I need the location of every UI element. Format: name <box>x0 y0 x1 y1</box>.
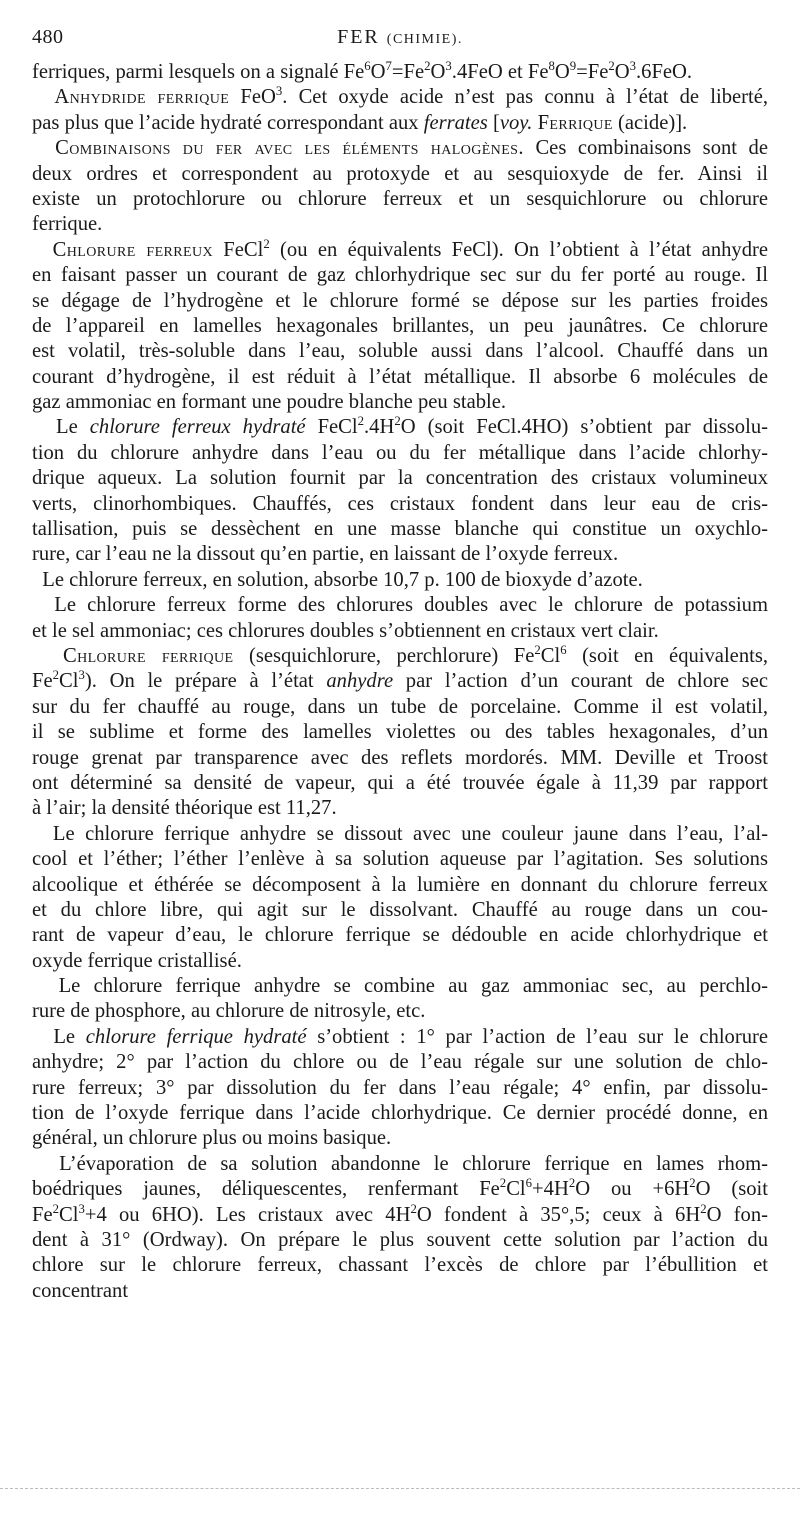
text-line: existe un protochlorure ou chlorure ferreux et un sesquichlorure ou chlorure <box>32 187 768 210</box>
text-line: et du chlore libre, qui agit sur le dissolvant. Chauffé au rouge dans un cou- <box>32 898 768 921</box>
text-line: Le chlorure ferrique anhydre se combine au gaz ammoniac sec, au perchlo- <box>32 975 768 998</box>
text-line: sur du fer chauffé au rouge, dans un tube de porcelaine. Comme il est volatil, <box>32 695 768 718</box>
text-line: oxyde ferrique cristallisé. <box>32 949 242 972</box>
text-line: Anhydride ferrique FeO$^3$. Cet oxyde acide n’est pas connu à l’état de liberté, <box>54 84 768 109</box>
text-line: Chlorure ferrique (sesquichlorure, perchlorure) Fe$^2$Cl$^6$ (soit en équivalents, <box>62 643 768 667</box>
text-line: dent à 31° (Ordway). On prépare le plus souvent cette solution par l’action du <box>32 1228 768 1251</box>
text-line: alcoolique et éthérée se décomposent à la lumière en donnant du chlorure ferreux <box>32 873 768 896</box>
text-line: général, un chlorure plus ou moins basique. <box>32 1127 392 1150</box>
running-title-main: FER <box>337 26 380 48</box>
text-line: Le chlorure ferreux, en solution, absorbe 10,7 p. 100 de bioxyde d’azote. <box>32 568 643 591</box>
text-line: ferriques, parmi lesquels on a signalé $Fe^6O^7=Fe^2O^3.4FeO$ et $Fe^8O^9=Fe^2O^3.6FeO$. <box>32 59 693 83</box>
text-line: Le chlorure ferreux hydraté $FeCl^2.4H^2O$ (soit FeCl.4HO) s’obtient par dissolu- <box>32 414 768 439</box>
text-line: rouge grenat par transparence avec des reflets mordorés. MM. Deville et Troost <box>32 746 768 769</box>
text-line: rure ferreux; 3° par dissolution du fer dans l’eau régale; 4° enfin, par dissolu- <box>32 1076 768 1099</box>
text-line: anhydre; 2° par l’action du chlore ou de l’eau régale sur une solution de chlo- <box>32 1051 768 1074</box>
text-line: à l’air; la densité théorique est 11,27. <box>32 797 337 820</box>
text-line: Fe$^2$Cl$^3$). On le prépare à l’état anhydre par l’action d’un courant de chlore sec <box>32 668 768 693</box>
text-line: tion du chlorure anhydre dans l’eau ou du fer métallique dans l’acide chlorhy- <box>32 441 768 464</box>
text-line: Le chlorure ferrique hydraté s’obtient : 1° par l’action de l’eau sur le chlorure <box>32 1025 768 1048</box>
page-number: 480 <box>32 26 64 48</box>
text-line: drique aqueux. La solution fournit par la concentration des cristaux volumineux <box>32 467 768 490</box>
text-line: est volatil, très-soluble dans l’eau, soluble aussi dans l’alcool. Chauffé dans un <box>32 340 768 363</box>
text-line: concentrant <box>32 1279 129 1302</box>
text-line: $Fe^2Cl^3+4$ ou 6HO). Les cristaux avec $4H^2O$ fondent à 35°,5; ceux à $6H^2O$ fon- <box>32 1201 768 1226</box>
footer-rule <box>0 1488 800 1489</box>
text-line: Chlorure ferreux FeCl$^2$ (ou en équivalents FeCl). On l’obtient à l’état anhydre <box>52 236 769 261</box>
text-line: il se sublime et forme des lamelles violettes ou des tables hexagonales, d’un <box>32 721 768 744</box>
text-line: verts, clinorhombiques. Chauffés, ces cristaux fondent dans leur eau de cris- <box>32 492 768 515</box>
text-line: cool et l’éther; l’éther l’enlève à sa solution aqueuse par l’agitation. Ses solutions <box>32 848 768 871</box>
text-line: gaz ammoniac en formant une poudre blanche peu stable. <box>32 391 507 414</box>
text-line: rure de phosphore, au chlorure de nitrosyle, etc. <box>32 1000 426 1023</box>
text-line: Le chlorure ferreux forme des chlorures doubles avec le chlorure de potassium <box>32 594 768 617</box>
text-line: pas plus que l’acide hydraté correspondant aux ferrates [voy. Ferrique (acide)]. <box>32 111 688 134</box>
text-line: se dégage de l’hydrogène et le chlorure formé se dépose sur les parties froides <box>32 289 768 312</box>
text-line: L’évaporation de sa solution abandonne le chlorure ferrique en lames rhom- <box>32 1152 768 1175</box>
running-header <box>32 26 768 56</box>
running-title <box>32 26 768 49</box>
text-line: courant d’hydrogène, il est réduit à l’état métallique. Il absorbe 6 molécules de <box>32 365 768 388</box>
text-line: en faisant passer un courant de gaz chlorhydrique sec sur du fer porté au rouge. Il <box>32 264 768 287</box>
text-line: ont déterminé sa densité de vapeur, qui a été trouvée égale à 11,39 par rapport <box>32 771 768 794</box>
article-body <box>32 60 768 1304</box>
text-line: Le chlorure ferrique anhydre se dissout avec une couleur jaune dans l’eau, l’al- <box>32 822 768 845</box>
text-line: rant de vapeur d’eau, le chlorure ferrique se dédouble en acide chlorhydrique et <box>32 924 768 947</box>
running-title-sub: (CHIMIE). <box>386 32 463 47</box>
text-line: ferrique. <box>32 213 103 236</box>
text-line: deux ordres et correspondent au protoxyde et au sesquioxyde de fer. Ainsi il <box>32 162 768 185</box>
text-line: rure, car l’eau ne la dissout qu’en partie, en laissant de l’oxyde ferreux. <box>32 543 619 566</box>
text-line: tion de l’oxyde ferrique dans l’acide chlorhydrique. Ce dernier procédé donne, en <box>32 1102 768 1125</box>
text-line: tallisation, puis se dessèchent en une masse blanche qui constitue un oxychlo- <box>32 518 768 541</box>
text-line: boédriques jaunes, déliquescentes, renfermant $Fe^2Cl^6+4H^2O$ ou $+6H^2O$ (soit <box>32 1176 769 1201</box>
text-line: Combinaisons du fer avec les éléments halogènes. Ces combinaisons sont de <box>55 137 768 160</box>
text-line: et le sel ammoniac; ces chlorures doubles s’obtiennent en cristaux vert clair. <box>32 619 659 642</box>
text-line: de l’appareil en lamelles hexagonales brillantes, un peu jaunâtres. Ce chlorure <box>32 314 768 337</box>
text-line: chlore sur le chlorure ferreux, chassant l’excès de chlore par l’ébullition et <box>32 1254 768 1277</box>
